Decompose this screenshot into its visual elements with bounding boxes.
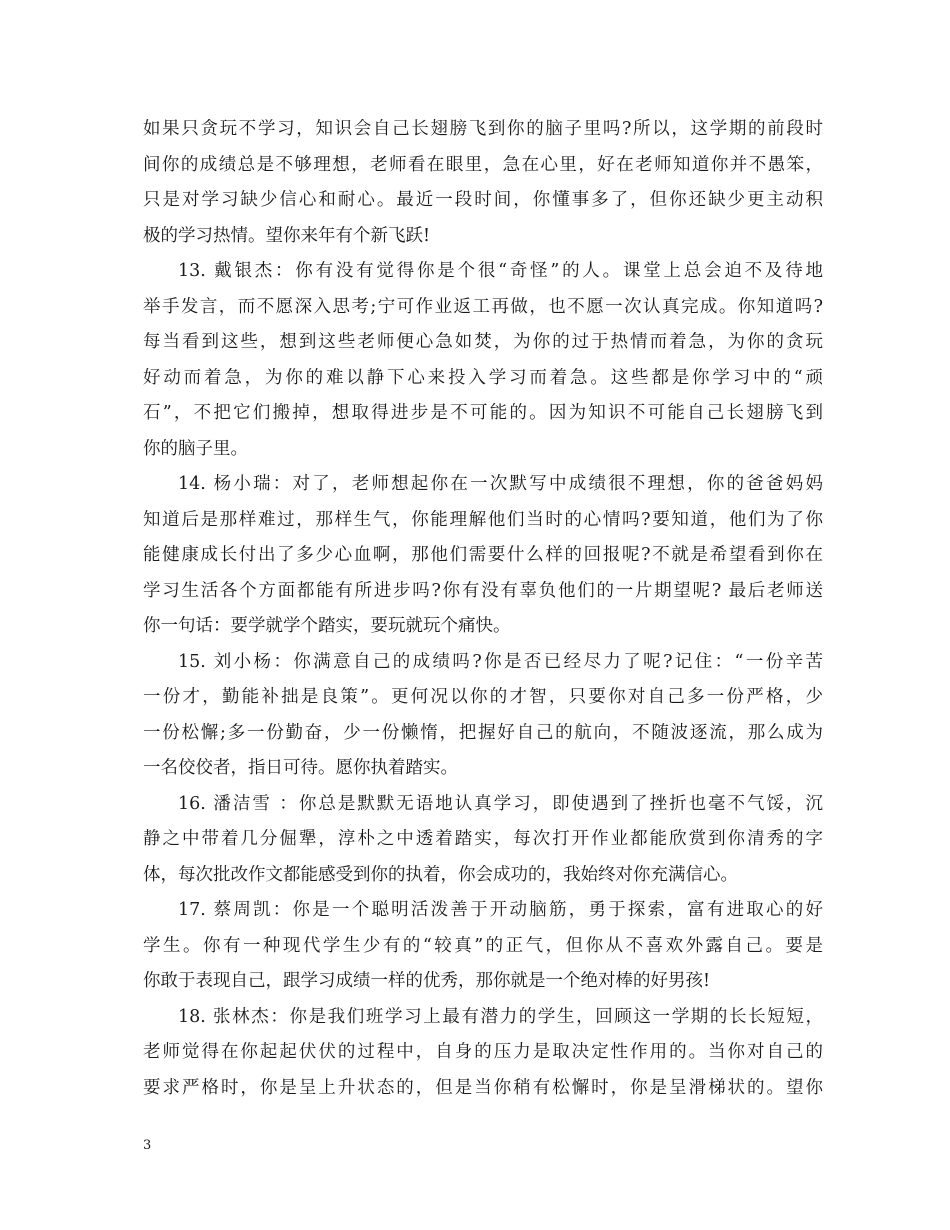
text-line: 一名佼佼者，指日可待。愿你执着踏实。 <box>143 758 458 778</box>
text-line: 能健康成长付出了多少心血啊，那他们需要什么样的回报呢?不就是希望看到你在 <box>143 545 823 565</box>
paragraph-13 <box>143 254 823 467</box>
text-line: 如果只贪玩不学习，知识会自己长翅膀飞到你的脑子里吗?所以，这学期的前段时 <box>143 119 823 139</box>
text-line: 你的脑子里。 <box>143 438 248 459</box>
paragraph-17 <box>143 893 823 1000</box>
text-line: 18. 张林杰：你是我们班学习上最有潜力的学生，回顾这一学期的长长短短， <box>178 1006 823 1027</box>
text-line: 好动而着急，为你的难以静下心来投入学习而着急。这些都是你学习中的“顽 <box>143 367 823 388</box>
page-number: 3 <box>143 1138 152 1153</box>
text-line: 学习生活各个方面都能有所进步吗?你有没有辜负他们的一片期望呢? 最后老师送 <box>143 580 823 601</box>
text-line: 老师觉得在你起起伏伏的过程中，自身的压力是取决定性作用的。当你对自己的 <box>143 1042 823 1062</box>
text-line: 学生。你有一种现代学生少有的“较真”的正气，但你从不喜欢外露自己。要是 <box>143 935 823 956</box>
text-line: 一份松懈;多一份勤奋，少一份懒惰，把握好自己的航向，不随波逐流，那么成为 <box>143 722 823 743</box>
text-line: 只是对学习缺少信心和耐心。最近一段时间，你懂事多了，但你还缺少更主动积 <box>143 190 823 210</box>
paragraph-16 <box>143 787 823 894</box>
text-line: 16. 潘洁雪 ：你总是默默无语地认真学习，即使遇到了挫折也毫不气馁，沉 <box>178 793 823 814</box>
text-line: 举手发言，而不愿深入思考;宁可作业返工再做，也不愿一次认真完成。你知道吗? <box>143 296 823 317</box>
text-line: 一份才，勤能补拙是良策”。更何况以你的才智，只要你对自己多一份严格，少 <box>143 687 823 707</box>
paragraph-12-continued <box>143 112 823 254</box>
paragraph-15 <box>143 645 823 787</box>
text-line: 间你的成绩总是不够理想，老师看在眼里，急在心里，好在老师知道你并不愚笨， <box>143 154 823 175</box>
paragraph-14 <box>143 467 823 645</box>
paragraph-18 <box>143 1000 823 1107</box>
text-line: 你敢于表现自己，跟学习成绩一样的优秀，那你就是一个绝对棒的好男孩! <box>143 971 711 991</box>
text-line: 你一句话：要学就学个踏实，要玩就玩个痛快。 <box>143 616 511 636</box>
text-line: 知道后是那样难过，那样生气，你能理解他们当时的心情吗?要知道，他们为了你 <box>143 509 823 530</box>
text-line: 体，每次批改作文都能感受到你的执着，你会成功的，我始终对你充满信心。 <box>143 864 738 885</box>
text-line: 要求严格时，你是呈上升状态的，但是当你稍有松懈时，你是呈滑梯状的。望你 <box>143 1077 823 1098</box>
text-line: 每当看到这些，想到这些老师便心急如焚，为你的过于热情而着急，为你的贪玩 <box>143 332 823 352</box>
document-body <box>143 112 823 1106</box>
text-line: 极的学习热情。望你来年有个新飞跃! <box>143 225 431 246</box>
text-line: 17. 蔡周凯：你是一个聪明活泼善于开动脑筋，勇于探索，富有进取心的好 <box>178 900 823 920</box>
text-line: 静之中带着几分倔犟，淳朴之中透着踏实，每次打开作业都能欣赏到你清秀的字 <box>143 829 823 849</box>
text-line: 15. 刘小杨：你满意自己的成绩吗?你是否已经尽力了呢?记住：“一份辛苦 <box>178 651 823 672</box>
text-line: 14. 杨小瑞：对了，老师想起你在一次默写中成绩很不理想，你的爸爸妈妈 <box>178 474 823 494</box>
text-line: 石”，不把它们搬掉，想取得进步是不可能的。因为知识不可能自己长翅膀飞到 <box>143 403 823 423</box>
text-line: 13. 戴银杰：你有没有觉得你是个很“奇怪”的人。课堂上总会迫不及待地 <box>178 261 823 281</box>
